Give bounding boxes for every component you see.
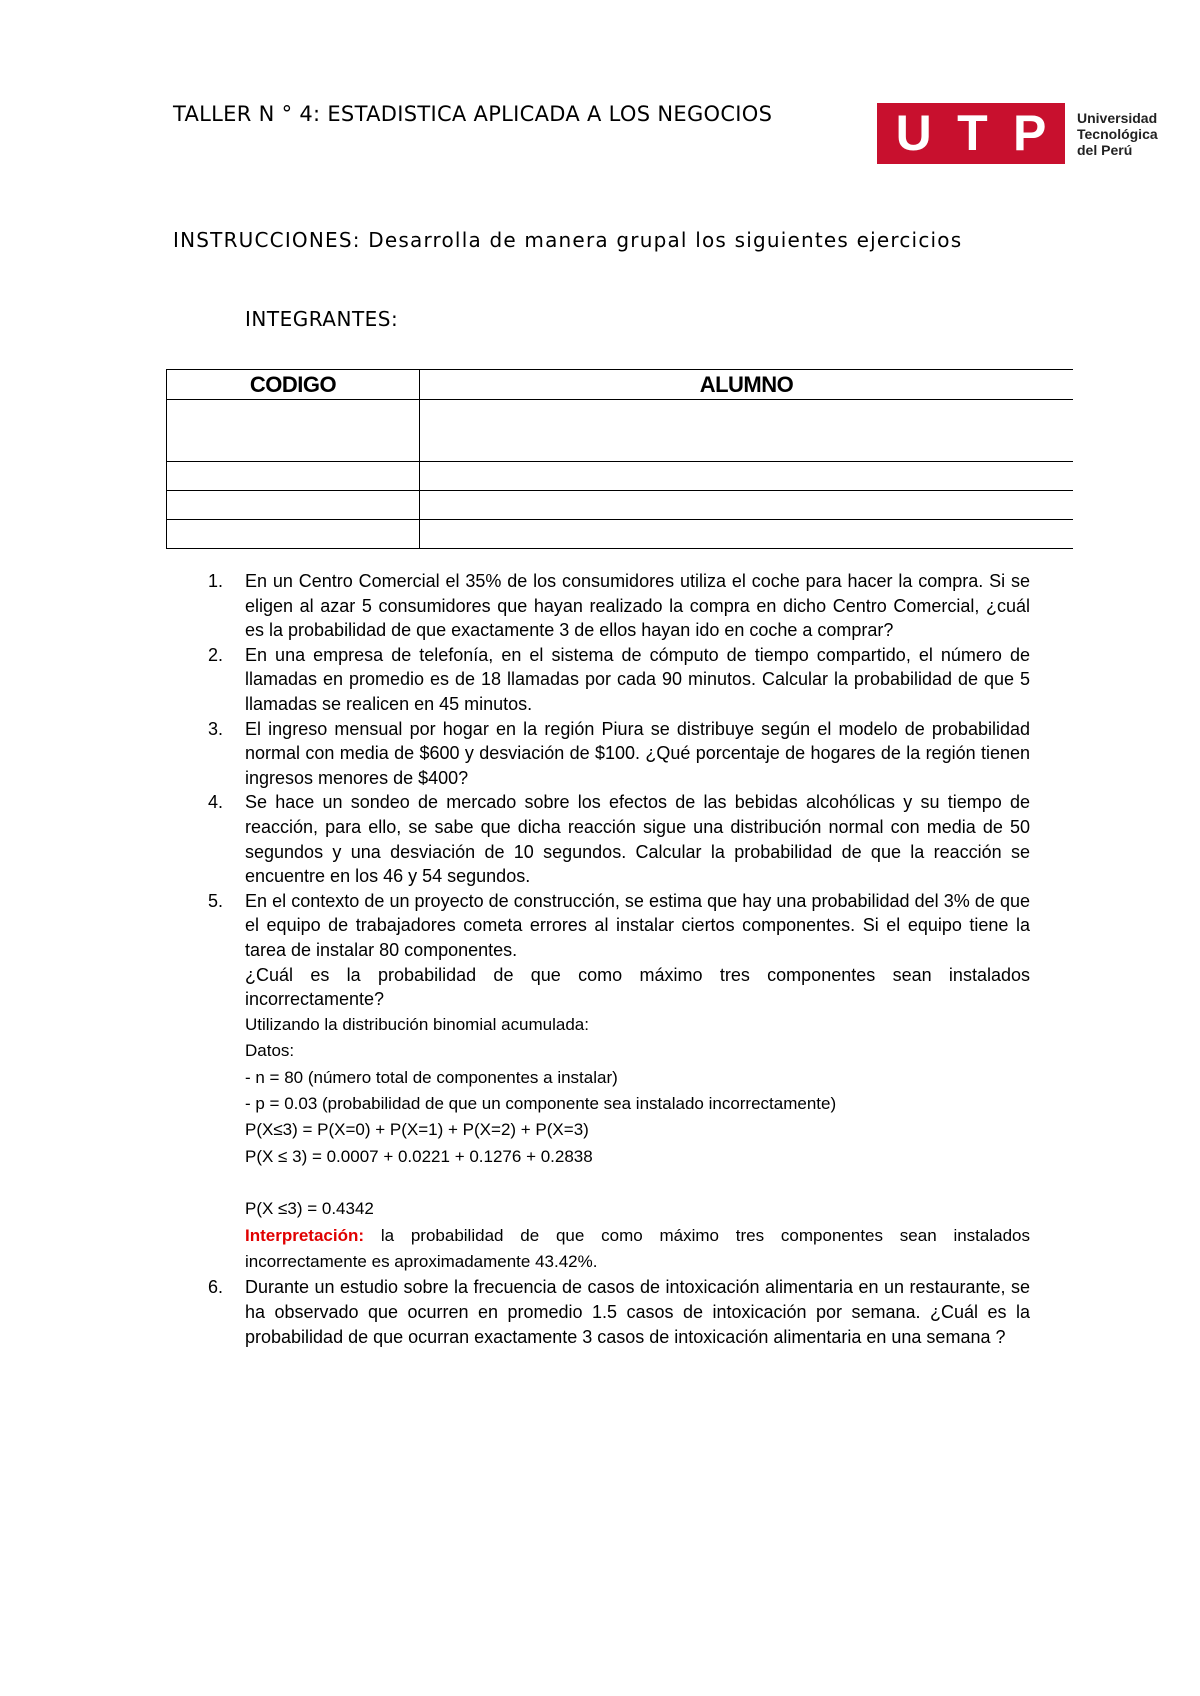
table-row — [167, 520, 1074, 549]
solution-result: P(X ≤3) = 0.4342 — [245, 1199, 374, 1219]
logo-mark — [877, 103, 1065, 164]
utp-logo — [877, 103, 1158, 164]
exercise-list — [198, 569, 1030, 1349]
logo-line-1: Universidad — [1077, 109, 1158, 126]
table-row — [167, 400, 1074, 462]
exercise-6 — [198, 1275, 1030, 1349]
codigo-cell[interactable] — [167, 462, 420, 491]
instructions: INSTRUCCIONES: Desarrolla de manera grupal los siguientes ejercicios — [173, 228, 963, 252]
logo-line-2: Tecnológica — [1077, 125, 1158, 142]
document-title: TALLER N ° 4: ESTADISTICA APLICADA A LOS NEGOCIOS — [173, 102, 773, 126]
logo-letter-p: P — [1012, 105, 1047, 161]
header-codigo: CODIGO — [167, 370, 420, 400]
solution-equation-2: P(X ≤ 3) = 0.0007 + 0.0221 + 0.1276 + 0.2838 — [245, 1146, 593, 1166]
exercise-number: 2. — [208, 644, 224, 665]
codigo-cell[interactable] — [167, 491, 420, 520]
logo-wordmark — [1077, 110, 1158, 158]
exercise-number: 5. — [208, 890, 224, 911]
exercise-text: Se hace un sondeo de mercado sobre los efectos de las bebidas alcohólicas y su tiempo de reacción, para ello, se sabe que dicha reacción sigue una distribución normal con media de 50 segundos y una desviación de 10 segundos. Calcular la probabilidad de que la reacción se encuentre en los 46 y 54 segundos. — [245, 792, 1030, 887]
solution-datos: Datos: — [245, 1041, 295, 1061]
exercise-text: Durante un estudio sobre la frecuencia de casos de intoxicación alimentaria en un restaurante, se ha observado que ocurren en promedio 1.5 casos de intoxicación por semana. ¿Cuál es la probabilidad de que ocurran exactamente 3 casos de intoxicación alimentaria en una semana ? — [245, 1277, 1030, 1347]
solution-method: Utilizando la distribución binomial acumulada: — [245, 1014, 589, 1034]
exercise-text: En el contexto de un proyecto de construcción, se estima que hay una probabilidad del 3% de que el equipo de trabajadores cometa errores al instalar ciertos componentes. Si el equipo tiene la tarea de instalar 80 componentes. — [245, 890, 1030, 960]
alumno-cell[interactable] — [420, 520, 1074, 549]
logo-line-3: del Perú — [1077, 141, 1133, 158]
exercise-number: 1. — [208, 571, 224, 591]
logo-letter-u: U — [895, 105, 932, 161]
header-alumno: ALUMNO — [420, 370, 1074, 400]
exercise-4 — [198, 790, 1030, 888]
codigo-cell[interactable] — [167, 400, 420, 462]
exercise-number: 3. — [208, 718, 224, 739]
alumno-cell[interactable] — [420, 491, 1074, 520]
table-header-row — [167, 370, 1074, 400]
codigo-cell[interactable] — [167, 520, 420, 549]
table-row — [167, 491, 1074, 520]
exercise-1 — [198, 569, 1030, 643]
exercise-question: ¿Cuál es la probabilidad de que como máximo tres componentes sean instalados incorrectamente? — [245, 964, 1030, 1010]
alumno-cell[interactable] — [420, 400, 1074, 462]
alumno-cell[interactable] — [420, 462, 1074, 491]
solution-equation-1: P(X≤3) = P(X=0) + P(X=1) + P(X=2) + P(X=3) — [245, 1120, 589, 1140]
solution-interpretation — [245, 1223, 1030, 1276]
members-table — [166, 369, 1073, 549]
table-row — [167, 462, 1074, 491]
exercise-3 — [198, 717, 1030, 791]
interpretation-text: la probabilidad de que como máximo tres componentes sean instalados incorrectamente es aproximadamente 43.42%. — [245, 1225, 1030, 1271]
exercise-5 — [198, 889, 1030, 1276]
exercise-number: 6. — [208, 1277, 224, 1298]
logo-letter-t: T — [957, 105, 988, 161]
solution-p: - p = 0.03 (probabilidad de que un componente sea instalado incorrectamente) — [245, 1093, 837, 1113]
members-label: INTEGRANTES: — [245, 307, 399, 331]
exercise-text: El ingreso mensual por hogar en la región Piura se distribuye según el modelo de probabilidad normal con media de $600 y desviación de $100. ¿Qué porcentaje de hogares de la región tienen ingresos menores de $400? — [245, 718, 1030, 788]
solution-block — [245, 1012, 1030, 1276]
exercise-number: 4. — [208, 792, 224, 813]
exercise-2 — [198, 643, 1030, 717]
exercise-text: En un Centro Comercial el 35% de los consumidores utiliza el coche para hacer la compra. Si se eligen al azar 5 consumidores que hayan realizado la compra en dicho Centro Comercial, ¿cuál es la probabilidad de que exactamente 3 de ellos hayan ido en coche a comprar? — [245, 571, 1030, 641]
blank-line — [245, 1170, 1030, 1196]
interpretation-label: Interpretación: — [245, 1225, 365, 1245]
exercise-text: En una empresa de telefonía, en el sistema de cómputo de tiempo compartido, el número de llamadas en promedio es de 18 llamadas por cada 90 minutos. Calcular la probabilidad de que 5 llamadas se realicen en 45 minutos. — [245, 644, 1030, 714]
solution-n: - n = 80 (número total de componentes a instalar) — [245, 1067, 618, 1087]
